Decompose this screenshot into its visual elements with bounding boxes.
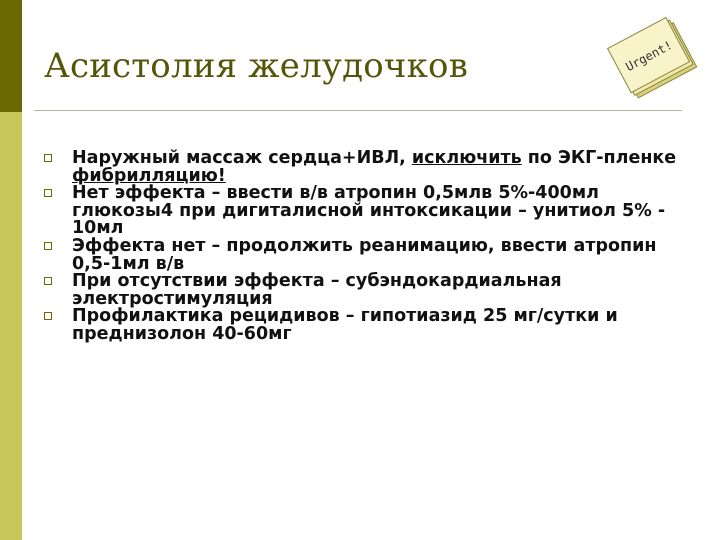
list-item xyxy=(44,273,684,308)
square-bullet-icon xyxy=(44,277,52,285)
square-bullet-icon xyxy=(44,189,52,197)
square-bullet-icon xyxy=(44,242,52,250)
side-accent-bar xyxy=(0,0,22,540)
note-text: Urgent! xyxy=(623,37,675,75)
list-item xyxy=(44,235,684,274)
urgent-note-icon xyxy=(604,6,702,104)
item-text: Нет эффекта – ввести в/в атропин 0,5млв 5%-400мл глюкозы4 при дигиталисной интоксикации – унитиол 5% - 10мл xyxy=(72,183,666,239)
item-text: При отсутствии эффекта – субэндокардиальная электростимуляция xyxy=(72,271,562,309)
item-text-part: Наружный массаж сердца+ИВЛ, xyxy=(72,148,412,168)
item-text-part: по ЭКГ-пленке xyxy=(521,148,677,168)
title-divider xyxy=(34,110,682,111)
item-text: Эффекта нет – продолжить реанимацию, ввести атропин 0,5-1мл в/в xyxy=(72,235,657,274)
bullet-list xyxy=(44,150,684,344)
slide-title: Асистолия желудочков xyxy=(44,46,469,86)
square-bullet-icon xyxy=(44,312,52,320)
list-item xyxy=(44,185,684,238)
square-bullet-icon xyxy=(44,154,52,162)
item-text-underlined: фибрилляцию! xyxy=(72,165,226,186)
side-bar-light xyxy=(0,112,22,540)
side-bar-dark xyxy=(0,0,22,112)
item-text: Профилактика рецидивов – гипотиазид 25 мг/сутки и преднизолон 40-60мг xyxy=(72,306,618,344)
list-item xyxy=(44,308,684,343)
list-item xyxy=(44,150,684,185)
item-text-underlined: исключить xyxy=(411,148,522,168)
